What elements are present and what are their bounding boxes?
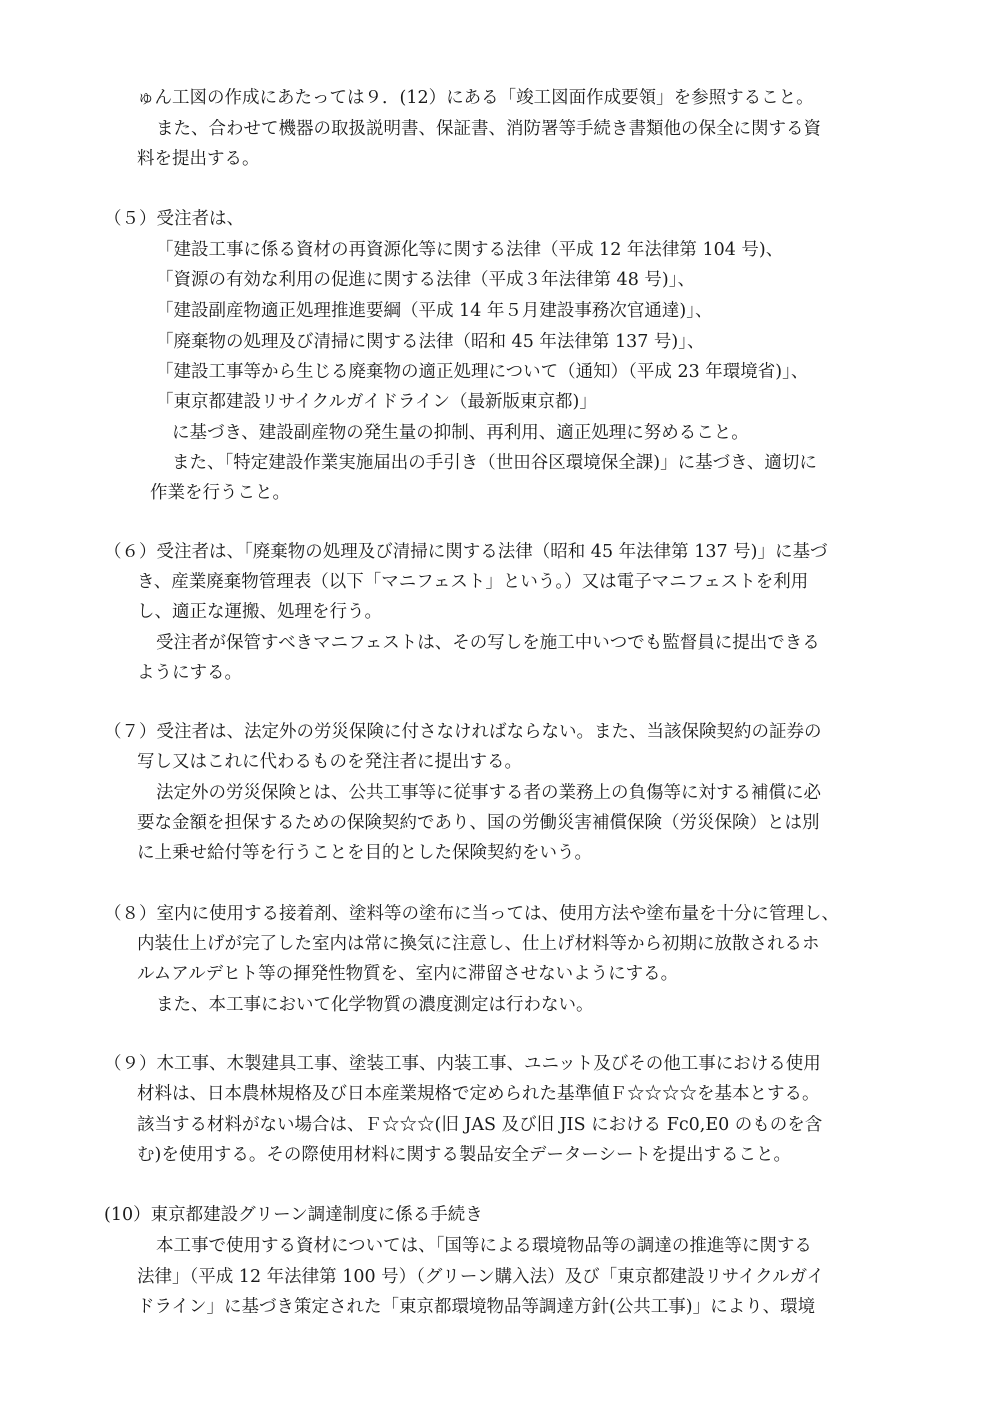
text-line: ゅん工図の作成にあたっては９．(12）にある「竣工図面作成要領」を参照すること。 xyxy=(137,88,814,108)
text-line: また、合わせて機器の取扱説明書、保証書、消防署等手続き書類他の保全に関する資 xyxy=(156,119,821,139)
section-heading: （６）受注者は、「廃棄物の処理及び清掃に関する法律（昭和 45 年法律第 137 号)」に基づ xyxy=(104,542,828,562)
text-line: し、適正な運搬、処理を行う。 xyxy=(137,602,382,622)
text-line: ドライン」に基づき策定された「東京都環境物品等調達方針(公共工事)」により、環境 xyxy=(137,1297,816,1317)
text-line: ようにする。 xyxy=(137,663,242,683)
section-heading: （８）室内に使用する接着剤、塗料等の塗布に当っては、使用方法や塗布量を十分に管理し、 xyxy=(104,904,839,924)
section-heading: （９）木工事、木製建具工事、塗装工事、内装工事、ユニット及びその他工事における使用 xyxy=(104,1054,821,1074)
text-line: に上乗せ給付等を行うことを目的とした保険契約をいう。 xyxy=(137,843,592,863)
text-line: 「建設工事に係る資材の再資源化等に関する法律（平成 12 年法律第 104 号)、 xyxy=(156,240,784,260)
text-line: 「資源の有効な利用の促進に関する法律（平成３年法律第 48 号)」、 xyxy=(156,270,695,290)
text-line: 本工事で使用する資材については、「国等による環境物品等の調達の推進等に関する xyxy=(156,1236,812,1256)
text-line: また、「特定建設作業実施届出の手引き（世田谷区環境保全課)」に基づき、適切に xyxy=(172,453,817,473)
text-line: ルムアルデヒト等の揮発性物質を、室内に滞留させないようにする。 xyxy=(137,964,679,984)
text-line: 材料は、日本農林規格及び日本産業規格で定められた基準値Ｆ☆☆☆☆を基本とする。 xyxy=(137,1084,820,1104)
text-line: 法律」（平成 12 年法律第 100 号）（グリーン購入法）及び「東京都建設リサイクルガイ xyxy=(137,1267,825,1287)
section-heading: （５）受注者は、 xyxy=(104,209,244,229)
text-line: 「建設工事等から生じる廃棄物の適正処理について（通知）（平成 23 年環境省)」、 xyxy=(156,362,809,382)
text-line: に基づき、建設副産物の発生量の抑制、再利用、適正処理に努めること。 xyxy=(172,423,749,443)
text-line: 「建設副産物適正処理推進要綱（平成 14 年５月建設事務次官通達)」、 xyxy=(156,301,713,321)
text-line: 受注者が保管すべきマニフェストは、その写しを施工中いつでも監督員に提出できる xyxy=(156,633,820,653)
text-line: また、本工事において化学物質の濃度測定は行わない。 xyxy=(156,995,594,1015)
text-line: き、産業廃棄物管理表（以下「マニフェスト」という。）又は電子マニフェストを利用 xyxy=(137,572,809,592)
section-heading: (10）東京都建設グリーン調達制度に係る手続き xyxy=(104,1205,483,1225)
text-line: 「東京都建設リサイクルガイドライン（最新版東京都)」 xyxy=(156,392,597,412)
text-line: 要な金額を担保するための保険契約であり、国の労働災害補償保険（労災保険）とは別 xyxy=(137,813,820,833)
text-line: む)を使用する。その際使用材料に関する製品安全データーシートを提出すること。 xyxy=(137,1145,791,1165)
section-heading: （７）受注者は、法定外の労災保険に付さなければならない。また、当該保険契約の証券の xyxy=(104,722,822,742)
text-line: 法定外の労災保険とは、公共工事等に従事する者の業務上の負傷等に対する補償に必 xyxy=(156,783,821,803)
text-line: 作業を行うこと。 xyxy=(150,483,290,503)
text-line: 「廃棄物の処理及び清掃に関する法律（昭和 45 年法律第 137 号)」、 xyxy=(156,332,705,352)
text-line: 写し又はこれに代わるものを発注者に提出する。 xyxy=(137,752,522,772)
text-line: 内装仕上げが完了した室内は常に換気に注意し、仕上げ材料等から初期に放散されるホ xyxy=(137,934,820,954)
text-line: 料を提出する。 xyxy=(137,149,260,169)
text-line: 該当する材料がない場合は、Ｆ☆☆☆(旧 JAS 及び旧 JIS における Fc0,E0 のものを含 xyxy=(137,1115,823,1135)
